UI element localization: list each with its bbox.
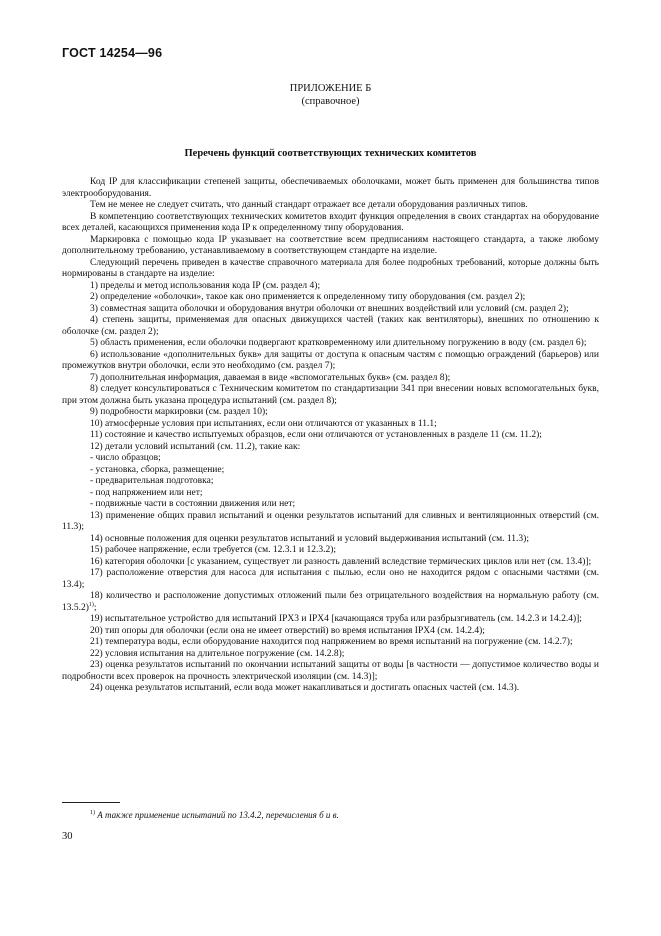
paragraph: Код IP для классификации степеней защиты, обеспечиваемых оболочками, может быть применен для большинства типов электрооборудования. <box>62 177 599 199</box>
body-text <box>62 177 599 695</box>
footnote-reference: 1) <box>88 601 94 608</box>
paragraph: Маркировка с помощью кода IP указывает на соответствие всем предписаниям настоящего стандарта, а также любому дополнительному требованию, устанавливаемому в соответствующем стандарте на изделие. <box>62 234 599 256</box>
list-item: 15) рабочее напряжение, если требуется (см. 12.3.1 и 12.3.2); <box>90 545 337 555</box>
list-item: 14) основные положения для оценки результатов испытаний и условий выдерживания испытаний (см. 11.3); <box>90 533 529 544</box>
document-header: ГОСТ 14254—96 <box>62 46 163 60</box>
paragraph: Тем не менее не следует считать, что данный стандарт отражает все детали оборудования различных типов. <box>90 200 528 210</box>
list-item: 23) оценка результатов испытаний по окончании испытаний защиты от воды [в частности — допустимое количество воды и подробности всех проверок на прочность электрической изоляции (см. 14.3)]; <box>62 660 599 682</box>
list-item-text: 18) количество и расположение допустимых отложений пыли без отрицательного воздействия на нормальную работу (см. 13.5.2) <box>62 591 599 613</box>
list-item: 21) температура воды, если оборудование находится под напряжением во время испытаний на погружение (см. 14.2.7); <box>90 637 573 647</box>
list-item: - установка, сборка, размещение; <box>90 464 225 475</box>
list-item: - под напряжением или нет; <box>90 487 203 498</box>
list-item: 19) испытательное устройство для испытаний IPX3 и IPX4 [качающаяся труба или разбрызгиватель (см. 14.2.3 и 14.2.4)]; <box>90 614 582 624</box>
appendix-sublabel: (справочное) <box>301 96 360 107</box>
list-item: 7) дополнительная информация, даваемая в виде «вспомогательных букв» (см. раздел 8); <box>90 372 451 383</box>
list-item: 3) совместная защита оболочки и оборудования внутри оболочки от внешних воздействий или условий (см. раздел 2); <box>90 303 569 314</box>
list-item: 13) применение общих правил испытаний и оценки результатов испытаний для сливных и вентиляционных отверстий (см. 11.3); <box>62 510 599 532</box>
list-item: 11) состояние и качество испытуемых образцов, если они отличаются от установленных в разделе 11 (см. 11.2); <box>90 430 542 440</box>
footnote-marker: 1) <box>90 810 95 816</box>
list-item: 4) степень защиты, применяемая для опасных движущихся частей (таких как вентиляторы), внешних по отношению к оболочке (см. раздел 2); <box>62 315 599 337</box>
footnote-divider <box>62 802 120 803</box>
list-item: 2) определение «оболочки», такое как оно применяется к определенному типу оборудования (см. раздел 2); <box>90 292 526 302</box>
list-item: 22) условия испытания на длительное погружение (см. 14.2.8); <box>90 648 345 659</box>
list-item: 24) оценка результатов испытаний, если вода может накапливаться и достигать опасных частей (см. 14.3). <box>90 683 520 693</box>
appendix-heading <box>0 82 661 108</box>
list-item: 12) детали условий испытаний (см. 11.2), такие как: <box>90 441 301 452</box>
appendix-label: ПРИЛОЖЕНИЕ Б <box>289 83 372 94</box>
list-item: 6) использование «дополнительных букв» для защиты от доступа к опасным частям с помощью ограждений (барьеров) или промежутков внутри оболочки, если это необходимо (см. раздел 7); <box>62 349 599 371</box>
list-item: - число образцов; <box>90 453 161 463</box>
footnote-text: А также применение испытаний по 13.4.2, перечисления б и в. <box>97 810 339 820</box>
list-item: - предварительная подготовка; <box>90 476 214 486</box>
page-number: 30 <box>62 831 73 842</box>
paragraph: В компетенцию соответствующих технических комитетов входит функция определения в своих стандартах на оборудование всех деталей, касающихся применения кода IP к определенному типу оборудования. <box>62 211 599 233</box>
list-item-tail: ; <box>93 602 97 613</box>
paragraph: Следующий перечень приведен в качестве справочного материала для более подробных требований, которые должны быть нормированы в стандарте на изделие: <box>62 257 599 279</box>
list-item: 5) область применения, если оболочки подвергают кратковременному или длительному погружению в воду (см. раздел 6); <box>90 338 587 348</box>
footnote <box>90 810 339 820</box>
list-item: 8) следует консультироваться с Техническим комитетом по стандартизации 341 при внесении новых вспомогательных букв, при этом должна быть указана процедура испытаний (см. раздел 8); <box>62 384 599 406</box>
list-item: 1) пределы и метод использования кода IP (см. раздел 4); <box>90 280 321 291</box>
list-item: 9) подробности маркировки (см. раздел 10); <box>90 407 268 417</box>
list-item: 17) расположение отверстия для насоса для испытания с пылью, если оно не находится рядом с опасными частями (см. 13.4); <box>62 568 599 590</box>
list-item: - подвижные части в состоянии движения или нет; <box>90 499 296 509</box>
list-item <box>62 591 599 614</box>
list-item: 10) атмосферные условия при испытаниях, если они отличаются от указанных в 11.1; <box>90 418 437 429</box>
section-title: Перечень функций соответствующих технических комитетов <box>184 148 477 159</box>
list-item: 20) тип опоры для оболочки (если она не имеет отверстий) во время испытания IPX4 (см. 14.2.4); <box>90 625 485 636</box>
list-item: 16) категория оболочки [с указанием, существует ли разность давлений вследствие термических циклов или нет (см. 13.4)]; <box>90 556 592 567</box>
